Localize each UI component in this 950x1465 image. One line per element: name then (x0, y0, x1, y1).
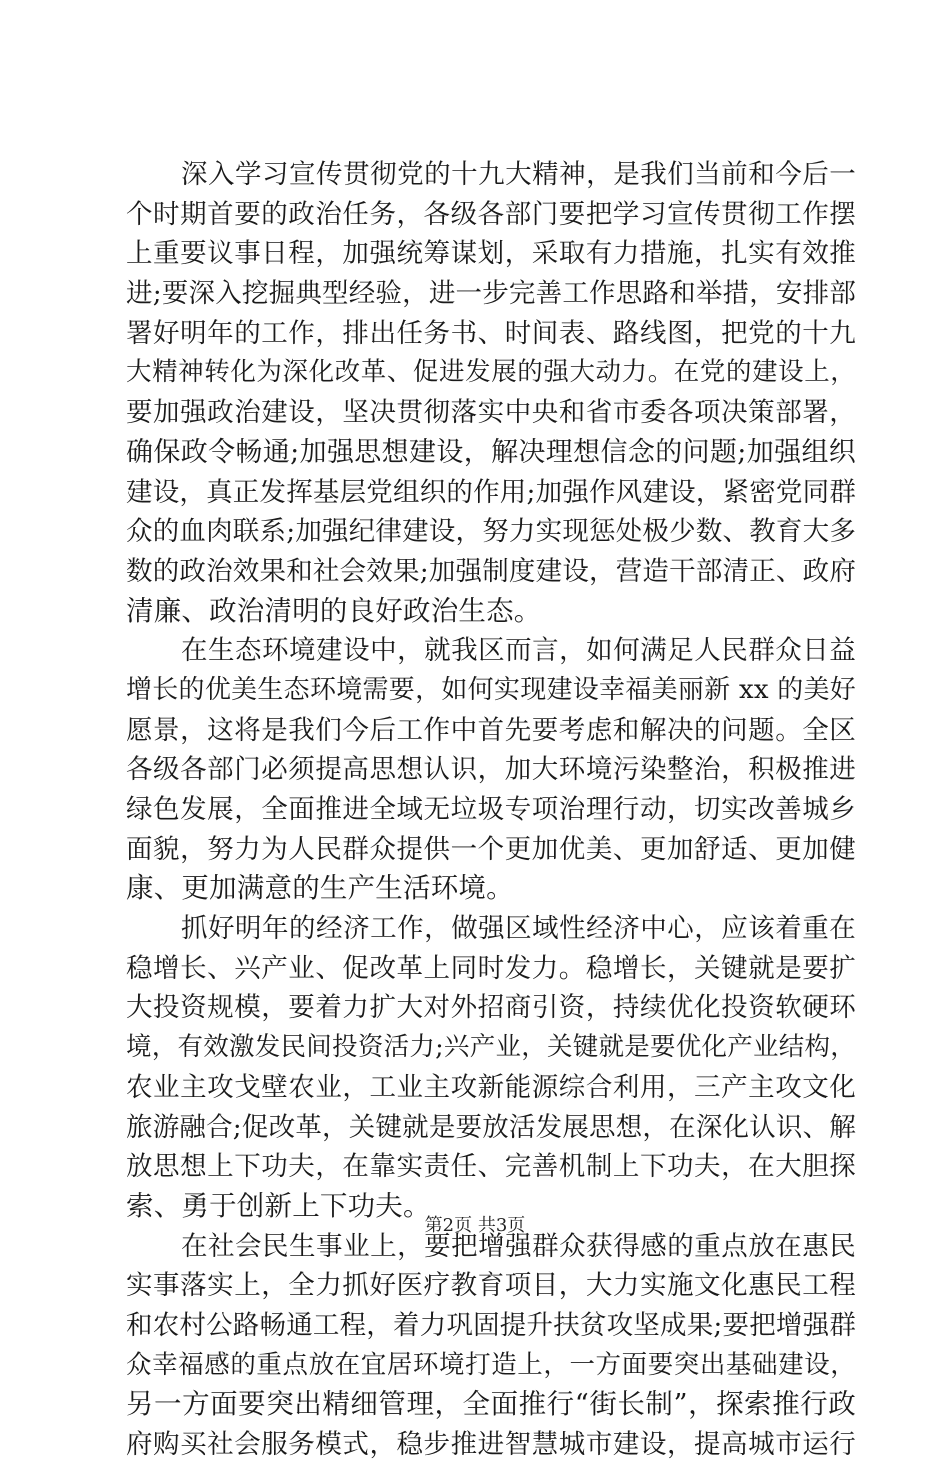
text-line: 众幸福感的重点放在宜居环境打造上，一方面要突出基础建设， (126, 1349, 856, 1380)
text-line: 众的血肉联系;加强纪律建设，努力实现惩处极少数、教育大多 (126, 516, 857, 548)
text-line: 放思想上下功夫，在靠实责任、完善机制上下功夫，在大胆探 (126, 1151, 856, 1183)
page-footer: 第2页 共3页 (424, 1215, 526, 1236)
text-line: 索、勇于创新上下功夫。 (126, 1189, 431, 1222)
text-line: 愿景，这将是我们今后工作中首先要考虑和解决的问题。全区 (126, 714, 856, 746)
text-line: 个时期首要的政治任务，各级各部门要把学习宣传贯彻工作摆 (126, 198, 856, 230)
text-line: 和农村公路畅通工程，着力巩固提升扶贫攻坚成果;要把增强群 (126, 1309, 857, 1341)
text-line: 大精神转化为深化改革、促进发展的强大动力。在党的建设上， (126, 357, 856, 388)
text-line: 数的政治效果和社会效果;加强制度建设，营造干部清正、政府 (126, 555, 857, 587)
text-line: 稳增长、兴产业、促改革上同时发力。稳增长，关键就是要扩 (126, 952, 856, 984)
text-line: 农业主攻戈壁农业，工业主攻新能源综合利用，三产主攻文化 (126, 1071, 856, 1103)
text-line: 进;要深入挖掘典型经验，进一步完善工作思路和举措，安排部 (126, 278, 857, 310)
text-line: 清廉、政治清明的良好政治生态。 (126, 594, 542, 627)
text-line: 抓好明年的经济工作，做强区域性经济中心，应该着重在 (181, 913, 856, 945)
text-line: 署好明年的工作，排出任务书、时间表、路线图，把党的十九 (126, 317, 856, 349)
text-line: 旅游融合;促改革，关键就是要放活发展思想，在深化认识、解 (126, 1111, 857, 1143)
text-line: 另一方面要突出精细管理，全面推行“街长制”，探索推行政 (126, 1388, 856, 1421)
text-line: 增长的优美生态环境需要，如何实现建设幸福美丽新 xx 的美好 (126, 674, 856, 705)
text-line: 大投资规模，要着力扩大对外招商引资，持续优化投资软硬环 (126, 992, 856, 1024)
text-line: 要加强政治建设，坚决贯彻落实中央和省市委各项决策部署， (126, 397, 856, 429)
text-line: 康、更加满意的生产生活环境。 (126, 872, 514, 905)
text-line: 在社会民生事业上，要把增强群众获得感的重点放在惠民 (181, 1230, 856, 1262)
text-line: 绿色发展，全面推进全域无垃圾专项治理行动，切实改善城乡 (126, 794, 856, 825)
text-line: 面貌，努力为人民群众提供一个更加优美、更加舒适、更加健 (126, 833, 856, 865)
text-line: 实事落实上，全力抓好医疗教育项目，大力实施文化惠民工程 (126, 1270, 856, 1302)
text-line: 深入学习宣传贯彻党的十九大精神，是我们当前和今后一 (181, 159, 856, 190)
text-line: 建设，真正发挥基层党组织的作用;加强作风建设，紧密党同群 (126, 476, 857, 508)
text-line: 各级各部门必须提高思想认识，加大环境污染整治，积极推进 (126, 754, 856, 786)
document-body (126, 155, 856, 1465)
text-line: 在生态环境建设中，就我区而言，如何满足人民群众日益 (181, 635, 856, 667)
text-line: 府购买社会服务模式，稳步推进智慧城市建设，提高城市运行 (126, 1429, 856, 1460)
text-line: 境，有效激发民间投资活力;兴产业，关键就是要优化产业结构， (126, 1032, 856, 1063)
text-line: 确保政令畅通;加强思想建设，解决理想信念的问题;加强组织 (126, 436, 856, 468)
text-line: 上重要议事日程，加强统筹谋划，采取有力措施，扎实有效推 (126, 238, 856, 270)
